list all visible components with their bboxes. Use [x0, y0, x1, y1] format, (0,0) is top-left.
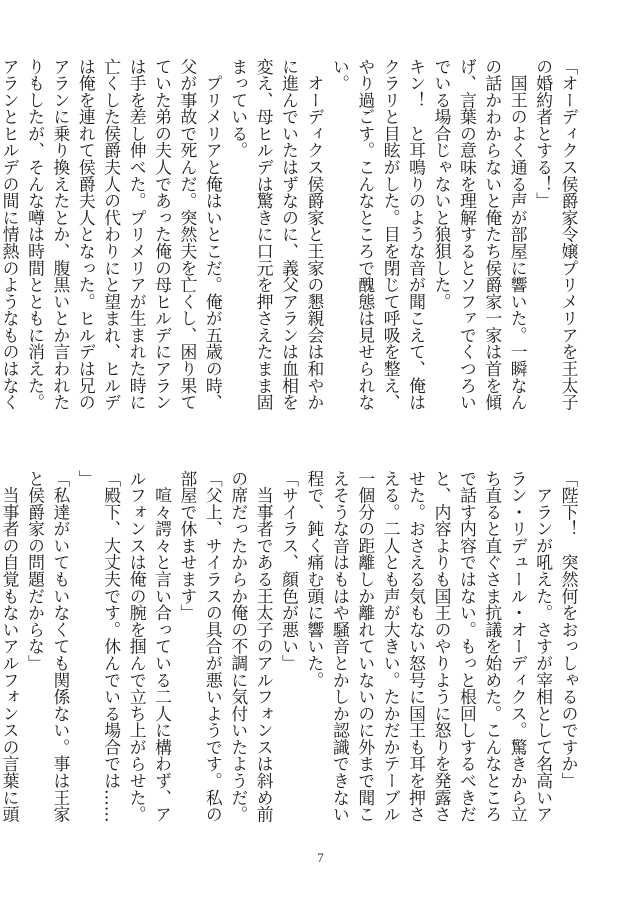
text-line-segment: 当事者である王太子のアルフォンスは斜め前: [254, 470, 275, 823]
text-line-segment: 「父上、サイラスの具合が悪いようです。私の: [203, 470, 224, 823]
text-line-segment: げ、言葉の意味を理解するとソファでくつろい: [457, 58, 478, 411]
text-line-segment: ルフォンスは俺の腕を掴んで立ち上がらせた。: [127, 470, 148, 823]
text-line-segment: 国王のよく通る声が部屋に響いた。一瞬なん: [508, 58, 529, 411]
text-line-segment: 喧々諤々と言い合っている二人に構わず、ア: [152, 470, 173, 823]
text-line-segment: に進んでいたはずなのに、義父アランは血相を: [279, 58, 300, 411]
text-line-segment: アランとヒルデの間に情熱のようなものはなく: [0, 58, 21, 411]
text-line-segment: 程で、鈍く痛む頭に響いた。: [304, 470, 325, 689]
text-line-segment: 一個分の距離しか離れていないのに外まで聞こ: [355, 470, 376, 823]
text-line-segment: で話す内容ではない。もっと根回しするべきだ: [457, 470, 478, 823]
lower-text-block: [0, 470, 581, 838]
text-line-segment: の席だったからか俺の不調に気付いたようだ。: [228, 470, 249, 823]
text-line-segment: と、内容よりも国王のやりように怒りを発露さ: [431, 470, 452, 823]
text-line-segment: せた。おさえる気もない怒号に国王も耳を押さ: [406, 470, 427, 823]
text-line: 「陛下！ 突然何をおっしゃるのですか」: [559, 470, 579, 790]
text-line-segment: 「私達がいてもいなくても関係ない。事は王家: [50, 470, 71, 823]
text-line-segment: 部屋で休ませます」: [177, 470, 198, 622]
text-line-segment: オーディクス侯爵家と王家の懇親会は和やか: [304, 58, 325, 411]
text-line-segment: と侯爵家の問題だからな」: [25, 470, 46, 672]
text-line-segment: える。二人とも声が大きい。たかだかテーブル: [381, 470, 402, 823]
text-line-segment: ち直ると直ぐさま抗議を始めた。こんなところ: [482, 470, 503, 823]
text-line: 「サイラス、顔色が悪い」: [279, 470, 300, 672]
text-line-segment: い。: [330, 58, 351, 92]
page-number: 7: [317, 850, 324, 865]
text-line-segment: 「オーディクス侯爵家令嬢プリメリアを王太子: [559, 58, 579, 411]
text-line-segment: りもしたが、そんな噂は時間とともに消えた。: [25, 58, 46, 411]
upper-text-block: [0, 58, 581, 426]
text-line-segment: プリメリアと俺はいとこだ。俺が五歳の時、: [203, 58, 224, 411]
text-line-segment: アランが吼えた。さすが宰相として名高いア: [533, 470, 554, 823]
text-line-segment: は手を差し伸べた。プリメリアが生まれた時に: [127, 58, 148, 411]
text-line-segment: キン！ と耳鳴りのような音が聞こえて、俺は: [406, 58, 427, 411]
text-line-segment: 亡くした侯爵夫人の代わりにと望まれ、ヒルデ: [101, 58, 122, 411]
text-line-segment: の話かわからないと俺たち侯爵家一家は首を傾: [482, 58, 503, 411]
text-line-segment: 」: [76, 470, 97, 487]
text-line-segment: 「殿下、大丈夫です。休んでいる場合では……: [101, 470, 122, 823]
text-line-segment: アランに乗り換えたとか、腹黒いとか言われた: [50, 58, 71, 411]
text-line-segment: は俺を連れて侯爵夫人となった。ヒルデは兄の: [76, 58, 97, 411]
text-line-segment: でいる場合じゃないと狼狽した。: [431, 58, 452, 310]
text-line-segment: ラン・リデュール・オーディクス。驚きから立: [508, 470, 529, 823]
text-line-segment: 変え、母ヒルデは驚きに口元を押さえたまま固: [254, 58, 275, 411]
text-line-segment: えそうな音はもはや騒音とかしか認識できない: [330, 470, 351, 823]
text-line-segment: 当事者の自覚もないアルフォンスの言葉に頭: [0, 470, 21, 823]
text-line-segment: やり過ごす。こんなところで醜態は見せられな: [355, 58, 376, 411]
text-line-segment: クラリと目眩がした。目を閉じて呼吸を整え、: [381, 58, 402, 411]
text-line-segment: の婚約者とする！」: [533, 58, 554, 210]
text-line-segment: 父が事故で死んだ。突然夫を亡くし、困り果て: [177, 58, 198, 411]
text-line-segment: まっている。: [228, 58, 249, 159]
text-line-segment: ていた弟の夫人であった俺の母ヒルデにアラン: [152, 58, 173, 411]
